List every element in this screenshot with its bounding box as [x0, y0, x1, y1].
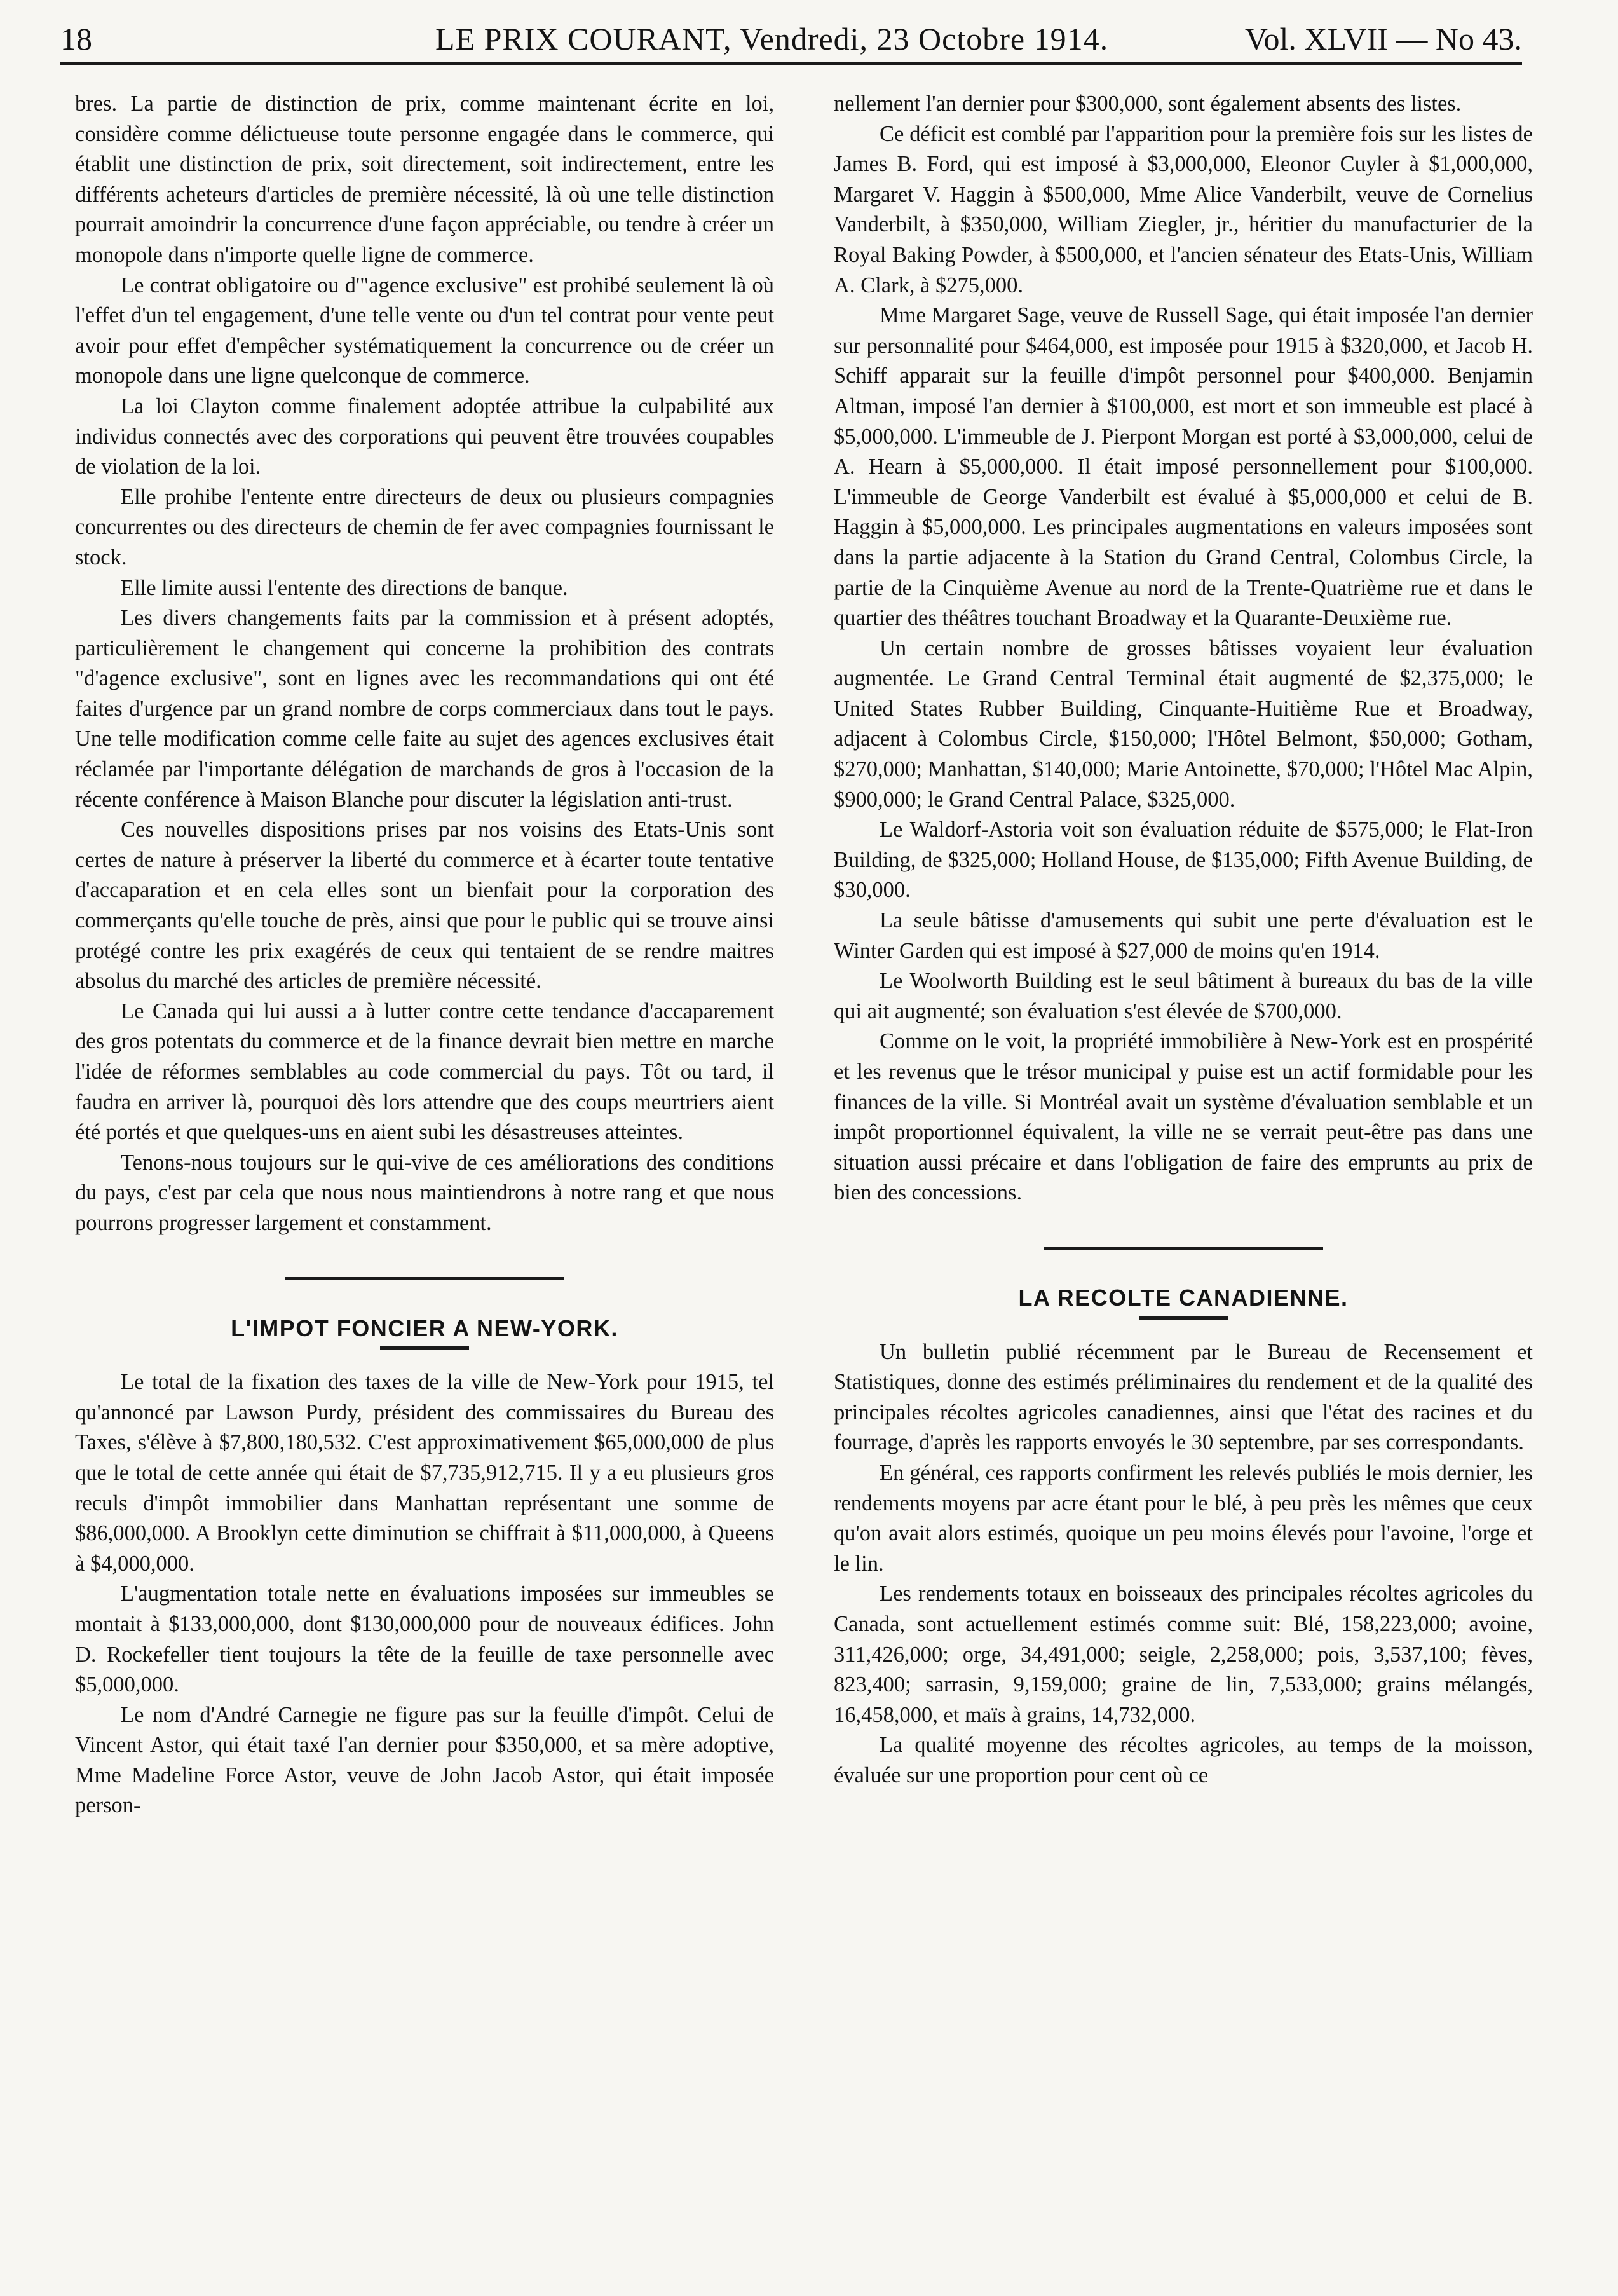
- right-column: [834, 89, 1533, 1791]
- paragraph: bres. La partie de distinction de prix, comme maintenant écrite en loi, considère comme délictueuse toute personne engagée dans le commerce, qui établit une distinction de prix, soit directement, soit indirectement, entre les différents acheteurs d'articles de première nécessité, là où une telle distinction pourrait amoindrir la concurrence d'une façon appréciable, ou tendre à créer un monopole dans n'importe quelle ligne de commerce.: [75, 92, 774, 267]
- paragraph: Le Woolworth Building est le seul bâtiment à bureaux du bas de la ville qui ait augmenté; son évaluation s'est élevée de $700,000.: [834, 969, 1533, 1023]
- paragraph: Un certain nombre de grosses bâtisses voyaient leur évaluation augmentée. Le Grand Central Terminal était augmenté de $2,375,000; le United States Rubber Building, Cinquante-Huitième Rue et Broadway, adjacent à Colombus Circle, $150,000; l'Hôtel Belmont, $50,000; Gotham, $270,000; Manhattan, $140,000; Marie Antoinette, $70,000; l'Hôtel Mac Alpin, $900,000; le Grand Central Palace, $325,000.: [834, 636, 1533, 812]
- paragraph: En général, ces rapports confirment les relevés publiés le mois dernier, les rendements moyens par acre étant pour le blé, à peu près les mêmes que ceux qu'on avait alors estimés, quoique un peu moins élevés pour l'avoine, l'orge et le lin.: [834, 1460, 1533, 1576]
- page-header: [60, 14, 1522, 65]
- paragraph: Elle prohibe l'entente entre directeurs de deux ou plusieurs compagnies concurrentes ou des directeurs de chemin de fer avec compagnies fournissant le stock.: [75, 484, 774, 570]
- paragraph: Les rendements totaux en boisseaux des principales récoltes agricoles du Canada, sont actuellement estimés comme suit: Blé, 158,223,000; avoine, 311,426,000; orge, 34,491,000; seigle, 2,258,000; pois, 3,537,100; fèves, 823,400; sarrasin, 9,159,000; graine de lin, 7,533,000; grains mélangés, 16,458,000, et maïs à grains, 14,732,000.: [834, 1582, 1533, 1727]
- paragraph: Le contrat obligatoire ou d'"agence exclusive" est prohibé seulement là où l'effet d'un tel engagement, d'une telle vente ou d'un tel contrat pour vente peut avoir pour effet d'empêcher systématiquement la concurrence ou de créer un monopole dans une ligne quelconque de commerce.: [75, 273, 774, 388]
- paragraph: Le total de la fixation des taxes de la ville de New-York pour 1915, tel qu'annoncé par Lawson Purdy, président des commissaires du Bureau des Taxes, s'élève à $7,800,180,532. C'est approximativement $65,000,000 de plus que le total de cette année qui était de $7,735,912,715. Il y a eu plusieurs gros reculs d'impôt immobilier dans Manhattan représentant une somme de $86,000,000. A Brooklyn cette diminution se chiffrait à $11,000,000, à Queens à $4,000,000.: [75, 1370, 774, 1576]
- section-divider: [285, 1277, 564, 1280]
- left-column: [75, 89, 774, 1821]
- page-number: 18: [60, 21, 92, 57]
- publication-title: LE PRIX COURANT, Vendredi, 23 Octobre 1914.: [435, 21, 1109, 57]
- section-divider: [1044, 1247, 1323, 1250]
- paragraph: Comme on le voit, la propriété immobilière à New-York est en prospérité et les revenus que le trésor municipal y puise est un actif formidable pour les finances de la ville. Si Montréal avait un système d'évaluation semblable et un impôt proportionnel équivalent, la ville ne se verrait peut-être pas dans une situation aussi précaire et dans l'obligation de faire des emprunts au prix de bien des concessions.: [834, 1029, 1533, 1205]
- paragraph: Le Canada qui lui aussi a à lutter contre cette tendance d'accaparement des gros potentats du commerce et de la finance devrait bien mettre en marche l'idée de réformes semblables au code commercial du pays. Tôt ou tard, il faudra en arriver là, pourquoi dès lors attendre que des coups meurtriers aient été portés et que quelques-uns en aient subi les désastreuses atteintes.: [75, 999, 774, 1145]
- article-heading: LA RECOLTE CANADIENNE.: [1018, 1284, 1349, 1311]
- paragraph: nellement l'an dernier pour $300,000, sont également absents des listes.: [834, 92, 1462, 116]
- article-heading: L'IMPOT FONCIER A NEW-YORK.: [231, 1315, 618, 1341]
- paragraph: Tenons-nous toujours sur le qui-vive de ces améliorations des conditions du pays, c'est par cela que nous nous maintiendrons à notre rang et que nous pourrons progresser largement et constamment.: [75, 1150, 774, 1235]
- paragraph: Un bulletin publié récemment par le Bureau de Recensement et Statistiques, donne des estimés préliminaires du rendement et de la qualité des principales récoltes agricoles canadiennes, ainsi que l'état des racines et du fourrage, d'après les rapports envoyés le 30 septembre, par ses correspondants.: [834, 1339, 1533, 1455]
- paragraph: Le nom d'André Carnegie ne figure pas sur la feuille d'impôt. Celui de Vincent Astor, qui était taxé l'an dernier pour $350,000, et sa mère adoptive, Mme Madeline Force Astor, veuve de John Jacob Astor, qui était imposée person-: [75, 1702, 774, 1818]
- paragraph: Ce déficit est comblé par l'apparition pour la première fois sur les listes de James B. Ford, qui est imposé à $3,000,000, Eleonor Cuyler à $1,000,000, Margaret V. Haggin à $500,000, Mme Alice Vanderbilt, veuve de Cornelius Vanderbilt, à $350,000, William Ziegler, jr., héritier du manufacturier de la Royal Baking Powder, à $500,000, et l'ancien sénateur des Etats-Unis, William A. Clark, à $275,000.: [834, 121, 1533, 297]
- paragraph: Ces nouvelles dispositions prises par nos voisins des Etats-Unis sont certes de nature à préserver la liberté du commerce et à écarter toute tentative d'accaparation et en cela elles sont un bienfait pour la corporation des commerçants qu'elle touche de près, ainsi que pour le public qui se trouve ainsi protégé contre les prix exagérés de ceux qui tentaient de se rendre maitres absolus du marché des articles de première nécessité.: [75, 817, 774, 994]
- heading-underline: [380, 1346, 469, 1350]
- paragraph: Elle limite aussi l'entente des directions de banque.: [121, 575, 568, 600]
- paragraph: La loi Clayton comme finalement adoptée attribue la culpabilité aux individus connectés avec des corporations qui peuvent être trouvées coupables de violation de la loi.: [75, 393, 774, 479]
- paragraph: Le Waldorf-Astoria voit son évaluation réduite de $575,000; le Flat-Iron Building, de $325,000; Holland House, de $135,000; Fifth Avenue Building, de $30,000.: [834, 817, 1533, 903]
- paragraph: Mme Margaret Sage, veuve de Russell Sage, qui était imposée l'an dernier sur personnalité pour $464,000, est imposée pour 1915 à $320,000, et Jacob H. Schiff apparait sur la feuille d'impôt personnel pour $400,000. Benjamin Altman, imposé l'an dernier à $100,000, est mort et son immeuble est placé à $5,000,000. L'immeuble de J. Pierpont Morgan est porté à $3,000,000, celui de A. Hearn à $5,000,000. Il était imposé personnellement pour $100,000. L'immeuble de George Vanderbilt est évalué à $5,000,000 et celui de B. Haggin à $5,000,000. Les principales augmentations en valeurs imposées sont dans la partie adjacente à la Station du Grand Central, Colombus Circle, la partie de la Cinquième Avenue au nord de la Trente-Quatrième rue et dans le quartier des théâtres touchant Broadway et la Quarante-Deuxième rue.: [834, 303, 1533, 631]
- paragraph: La seule bâtisse d'amusements qui subit une perte d'évaluation est le Winter Garden qui est imposé à $27,000 de moins qu'en 1914.: [834, 908, 1533, 963]
- heading-underline: [1139, 1316, 1228, 1320]
- paragraph: Les divers changements faits par la commission et à présent adoptés, particulièrement le changement qui concerne la prohibition des contrats "d'agence exclusive", sont en lignes avec les recommandations qui ont été faites d'urgence par un grand nombre de corps commerciaux dans tout le pays. Une telle modification comme celle faite au sujet des agences exclusives était réclamée par l'importante délégation de marchands de gros à l'occasion de la récente conférence à Maison Blanche pour discuter la législation anti-trust.: [75, 606, 774, 812]
- volume-number: Vol. XLVII — No 43.: [1244, 21, 1522, 57]
- paragraph: La qualité moyenne des récoltes agricoles, au temps de la moisson, évaluée sur une proportion pour cent où ce: [834, 1733, 1533, 1787]
- paragraph: L'augmentation totale nette en évaluations imposées sur immeubles se montait à $133,000,000, dont $130,000,000 pour de nouveaux édifices. John D. Rockefeller tient toujours la tête de la feuille de taxe personnelle avec $5,000,000.: [75, 1582, 774, 1697]
